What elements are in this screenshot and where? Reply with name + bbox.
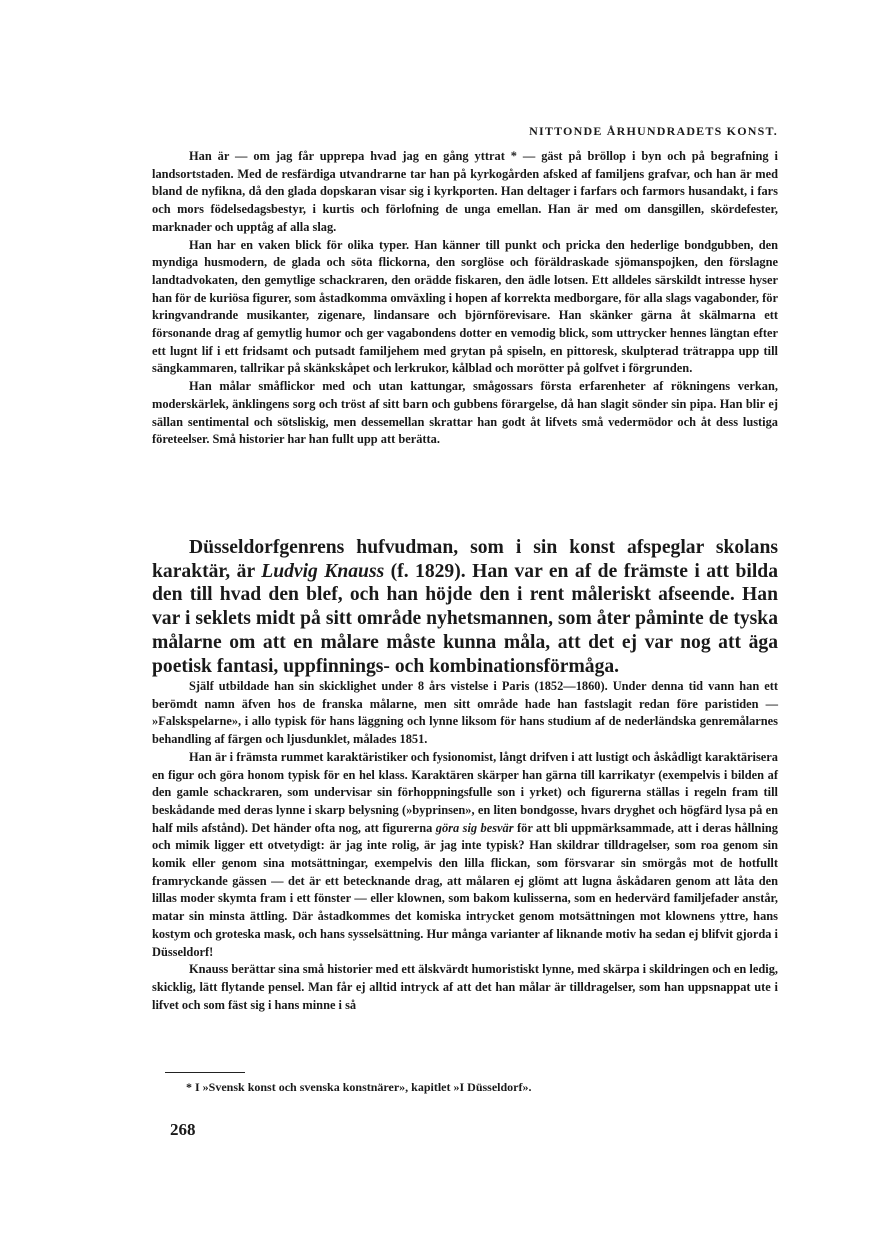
paragraph-1: Han är — om jag får upprepa hvad jag en gång yttrat * — gäst på bröllop i byn och på begrafning i landsortstaden. Med de resfärdiga utvandrarne tar han på kyrkogården afsked af familjens grafvar, och han är med bland de nyfikna, då den glada dopskaran visar sig i kyrkporten. Han deltager i farfars och farmors husandakt, i fars och mors födelsedagsbestyr, i kurtis och förlofning de unga emellan. Han är med om dansgillen, skördefester, marknader och upptåg af alla slag. — [152, 149, 778, 234]
running-header: NITTONDE ÅRHUNDRADETS KONST. — [529, 124, 778, 138]
artist-name: Ludvig Knauss — [261, 560, 385, 582]
footnote: * I »Svensk konst och svenska konstnärer», kapitlet »I Düsseldorf». — [186, 1080, 532, 1094]
intro-section — [152, 148, 778, 449]
paragraph-4: Själf utbildade han sin skicklighet under 8 års vistelse i Paris (1852—1860). Under denna tid vann han ett berömdt namn äfven hos de franska målarne, men sitt område hade han fastslagit redan före paristiden — »Falskspelarne», i allo typisk för hans läggning och lynne liksom för hans studium af de nederländska genremålarnes behandling af färgen och ljusdunklet, målades 1851. — [152, 679, 778, 747]
paragraph-2: Han har en vaken blick för olika typer. Han känner till punkt och pricka den hederlige bondgubben, den myndiga husmodern, de glada och söta flickorna, den sorglöse och föräldraskade sjömanspojken, den förslagne landtadvokaten, den gemytlige schackraren, den orädde fiskaren, den ädle lotsen. Ett alldeles särskildt intresse hyser han för de kuriösa figurer, som åstadkomma omväxling i hopen af korrekta medborgare, för alla slags vagabonder, för kringvandrande musikanter, zigenare, lindansare och björnförevisare. Han skänker gärna åt skälmarna ett försonande drag af gemytlig humor och ger vagabondens dotter en vemodig blick, som uttrycker hennes längtan efter ett lugnt lif i ett fridsamt och putsadt familjehem med grytan på spiseln, en pittoresk, skulpterad trätrappa upp till sängkammaren, tallrikar på skänkskåpet och lerkrukor, kålblad och morötter på golfvet i förgrunden. — [152, 237, 778, 376]
p5-after: för att bli uppmärksammade, att i deras hållning och mimik ligger ett otvetydigt: är jag inte rolig, är jag inte typisk? Han skildrar tilldragelser, som roa genom sin komik eller genom sina motsättningar, exempelvis den lilla flickan, som försvarar sin smörgås mot de hotfullt framryckande gässen — det är ett betecknande drag, att målaren ej glömt att lugna åskådaren genom att låta den lillas moder skymta fram i ett fönster — eller klownen, som bakom kulisserna, som en hedervärd familjefader anstår, matar sin minsta ättling. Där åstadkommes det komiska intrycket genom motsättningen mot klownens yttre, hans kostym och groteska mask, och hans sysselsättning. Hur många varianter af liknande motiv ha sedan ej blifvit gjorda i Düsseldorf! — [152, 820, 778, 959]
paragraph-5 — [152, 749, 778, 961]
knauss-section — [152, 678, 778, 1014]
large-text-after: (f. 1829). Han var en af de främste i att bilda den till hvad den blef, och han höjde den i rent måleriskt afseende. Han var i seklets midt på sitt område nyhetsmannen, som åter påminte de tyska målarne om att en målare måste kunna måla, att det ej var nog att äga poetisk fantasi, uppfinnings- och kombinationsförmåga. — [152, 560, 778, 677]
p5-before: Han är i främsta rummet karaktäristiker och fysionomist, långt drifven i att lustigt och åskådligt karaktärisera en figur och göra honom typisk för en hel klass. Karaktären skärper han gärna till karrikatyr (exempelvis i bilden af den gamle schackraren, som undervisar sin förhoppningsfulle son i yrket) och figurerna ställas i regeln fram till beskådande med deras lynne i skarp belysning (»byprinsen», en liten bondgosse, hvars dryghet och högfärd lysa på en half mils afstånd). Det händer ofta nog, att figurerna — [152, 749, 778, 835]
knauss-intro-paragraph — [152, 536, 778, 678]
large-text-before: Düsseldorfgenrens hufvudman, som i sin konst afspeglar skolans karaktär, är — [152, 537, 778, 582]
p5-emphasis: göra sig besvär — [435, 820, 514, 835]
page-number: 268 — [170, 1120, 196, 1139]
paragraph-6: Knauss berättar sina små historier med ett älskvärdt humoristiskt lynne, med skärpa i skildringen och en ledig, skicklig, lätt flytande pensel. Man får ej alltid intryck af att det han målar är tilldragelser, som han uppsnappat ute i lifvet och som fäst sig i hans minne i så — [152, 962, 778, 1012]
paragraph-3: Han målar småflickor med och utan kattungar, smågossars första erfarenheter af rökningens verkan, moderskärlek, änklingens sorg och tröst af sitt barn och gubbens förargelse, då han slagit sönder sin pipa. Han blir ej sällan sentimental och sötsliskig, men dessemellan skrattar han godt åt lifvets små vedermödor och åt dess lustiga företeelser. Små historier har han fullt upp att berätta. — [152, 379, 778, 447]
footnote-rule — [165, 1072, 245, 1073]
